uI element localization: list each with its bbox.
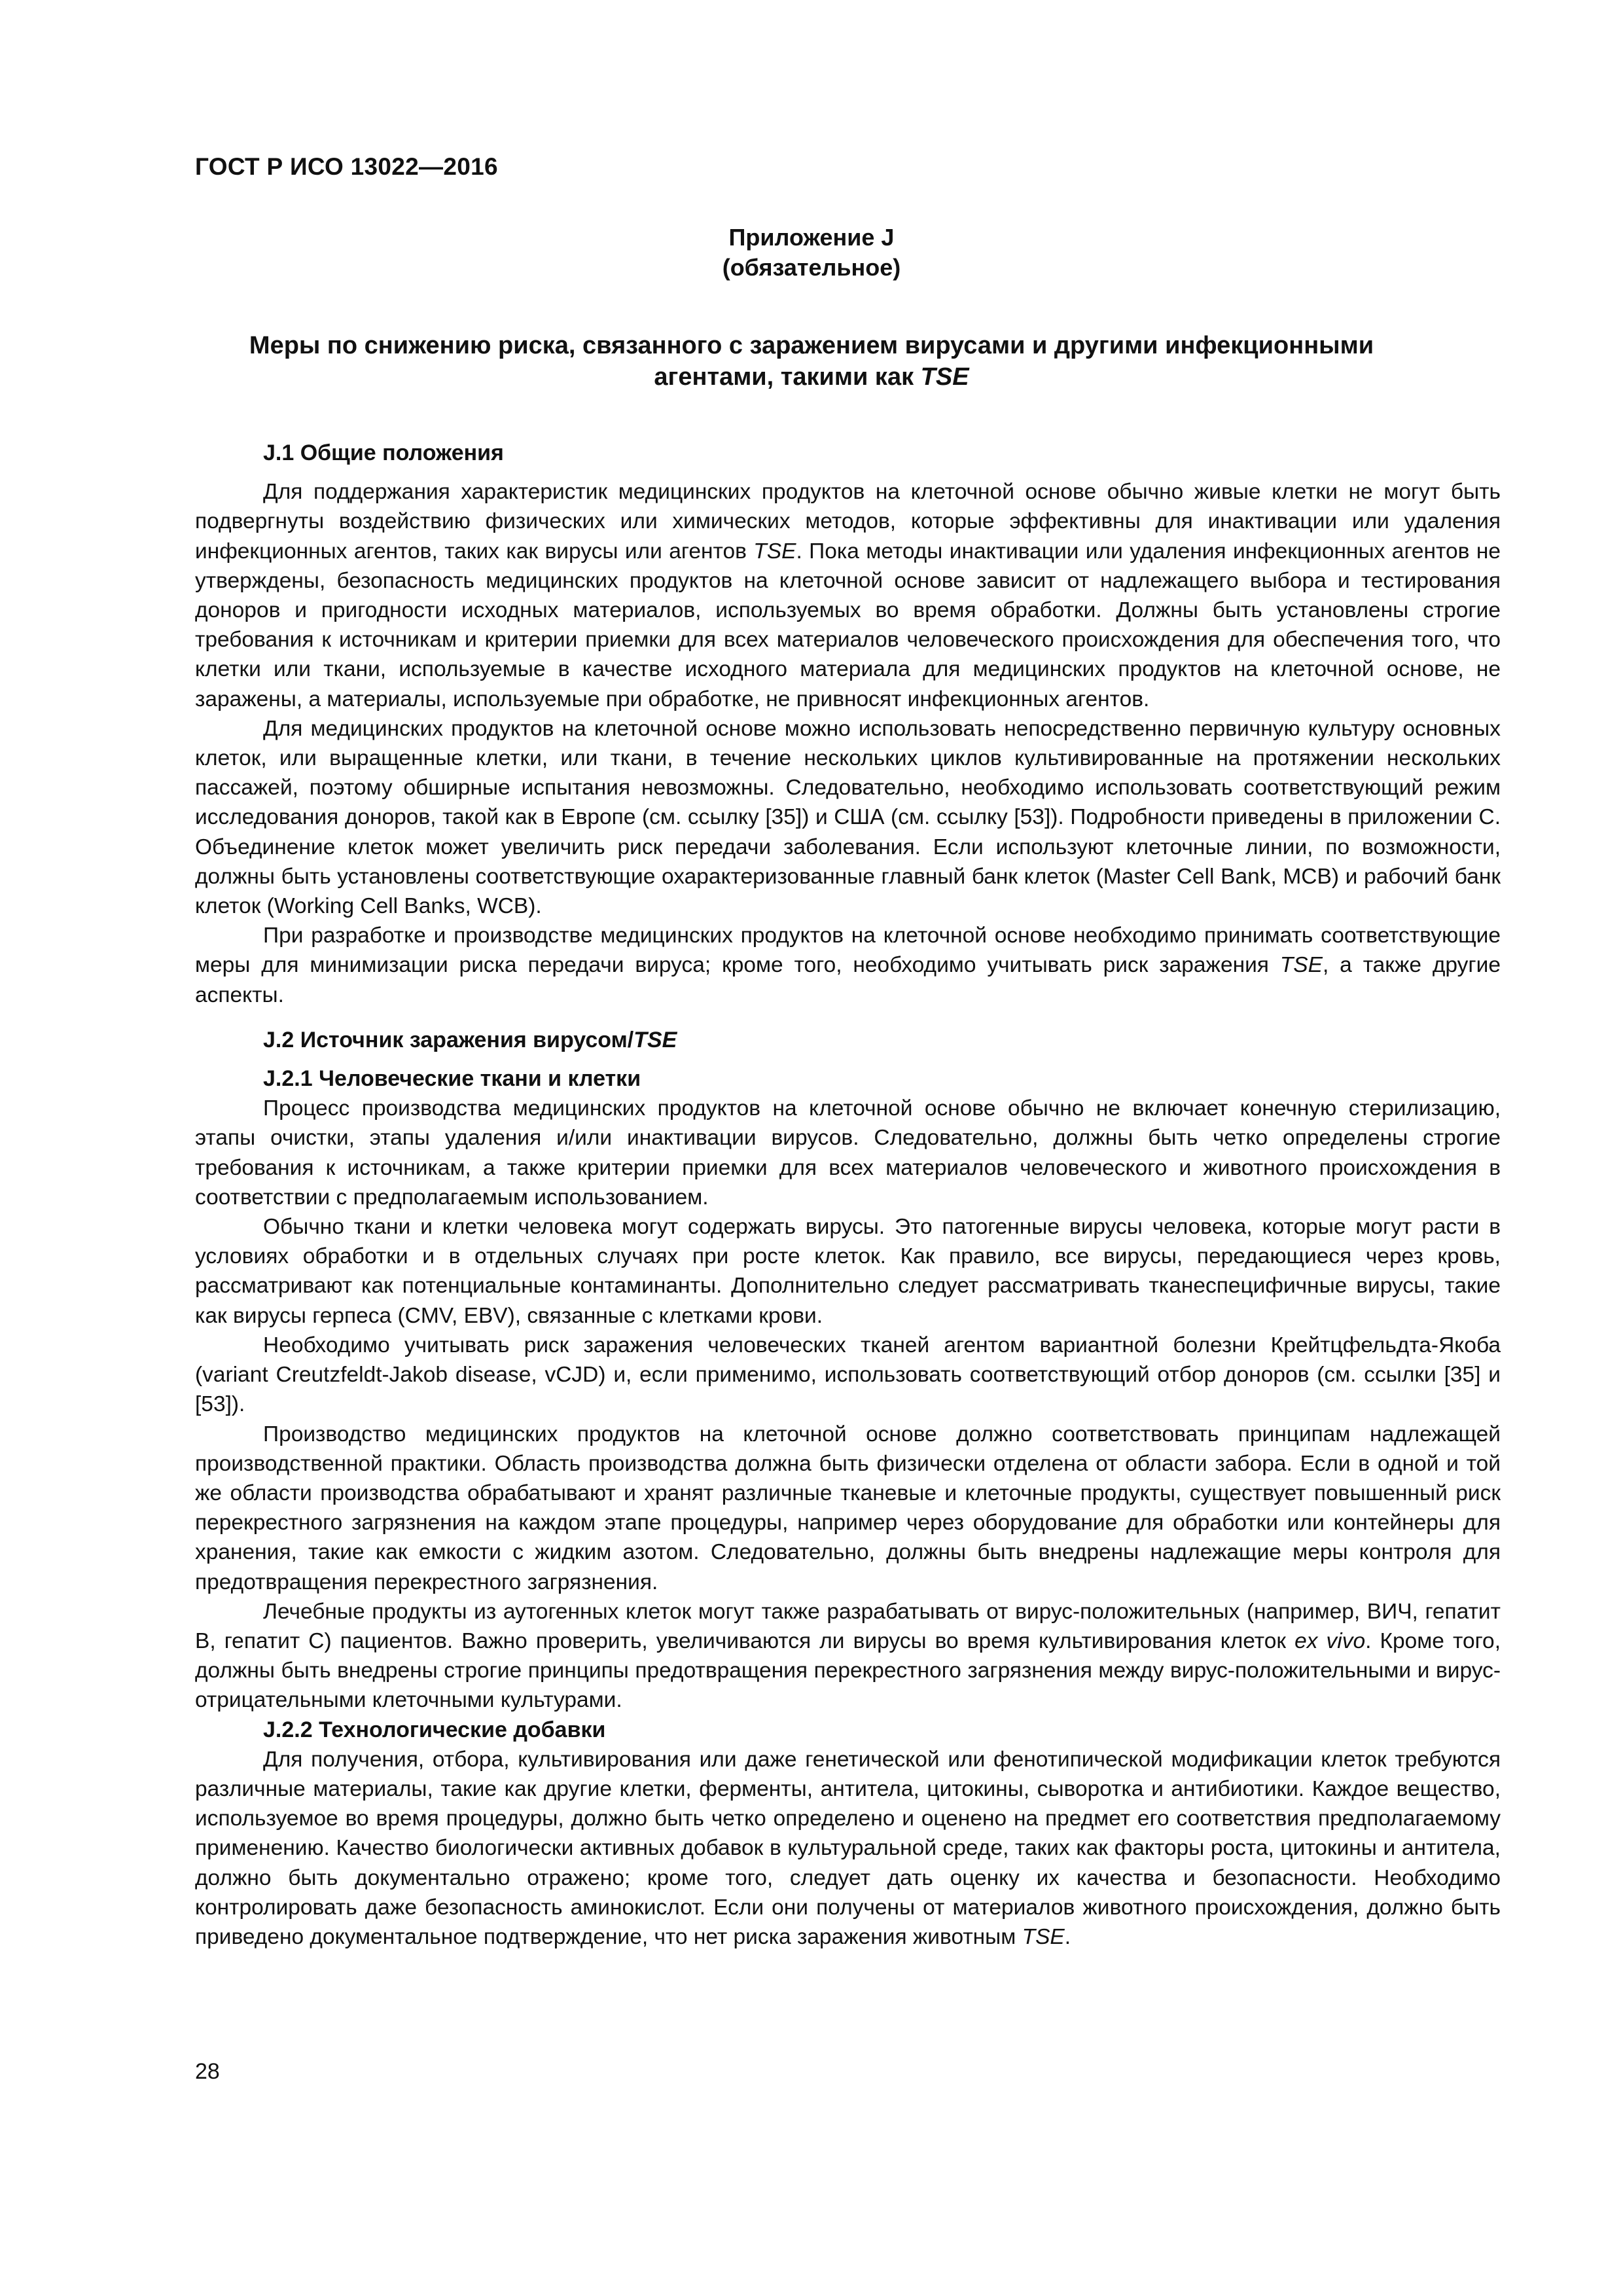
annex-label-block bbox=[0, 223, 1623, 283]
paragraph: Производство медицинских продуктов на клеточной основе должно соответствовать принципам надлежащей производственной практики. Область производства должна быть физически отделена от области забора. Если в одной и той же области производства обрабатывают и хранят различные тканевые и клеточные продукты, существует повышенный риск перекрестного загрязнения на каждом этапе процедуры, например через оборудование для обработки или контейнеры для хранения, такие как емкости с жидким азотом. Следовательно, должны быть внедрены надлежащие меры контроля для предотвращения перекрестного загрязнения. bbox=[195, 1422, 1501, 1594]
paragraph bbox=[195, 1745, 1501, 1952]
page-number: 28 bbox=[195, 2059, 220, 2084]
text-italic: ex vivo bbox=[1294, 1628, 1366, 1653]
annex-title-line2 bbox=[223, 361, 1400, 393]
paragraph bbox=[195, 477, 1501, 714]
annex-title-tse: TSE bbox=[920, 363, 969, 391]
text-italic: TSE bbox=[1279, 953, 1323, 978]
paragraph: Обычно ткани и клетки человека могут содержать вирусы. Это патогенные вирусы человека, которые могут расти в условиях обработки и в отдельных случаях при росте клеток. Как правило, все вирусы, передающиеся через кровь, рассматривают как потенциальные контаминанты. Дополнительно следует рассматривать тканеспецифичные вирусы, такие как вирусы герпеса (CMV, EBV), связанные с клетками крови. bbox=[195, 1215, 1501, 1328]
text: . bbox=[1064, 1924, 1071, 1949]
subsection-heading-j22: J.2.2 Технологические добавки bbox=[263, 1717, 606, 1742]
heading-text: J.2 Источник заражения вирусом/ bbox=[263, 1027, 634, 1052]
section-heading-j2 bbox=[195, 1026, 1501, 1055]
text: Для поддержания характеристик медицинских продуктов на клеточной основе обычно живые клетки не могут быть подвергнуты воздействию физических или химических методов, которые эффективны для инактивации или удаления инфекционных агентов, таких как вирусы или агентов bbox=[195, 480, 1501, 564]
section-heading-j1: J.1 Общие положения bbox=[263, 440, 504, 465]
annex-title-text: агентами, такими как bbox=[654, 363, 921, 391]
paragraph bbox=[195, 1597, 1501, 1715]
annex-title-line1: Меры по снижению риска, связанного с заражением вирусами и другими инфекционными bbox=[249, 332, 1374, 359]
annex-title bbox=[223, 330, 1400, 393]
text: Лечебные продукты из аутогенных клеток могут также разрабатывать от вирус-положительных (например, ВИЧ, гепатит В, гепатит С) пациентов. Важно проверить, увеличиваются ли вирусы во время культивирования клеток bbox=[195, 1599, 1501, 1653]
text-italic: TSE bbox=[1022, 1924, 1065, 1949]
text: Для получения, отбора, культивирования или даже генетической или фенотипической модификации клеток требуются различные материалы, такие как другие клетки, ферменты, антитела, цитокины, сыворотка и антибиотики. Каждое вещество, используемое во время процедуры, должно быть четко определено и оценено на предмет его соответствия предполагаемому применению. Качество биологически активных добавок в культуральной среде, таких как факторы роста, цитокины и антитела, должно быть документально отражено; кроме того, следует дать оценку их качества и безопасности. Необходимо контролировать даже безопасность аминокислот. Если они получены от материалов животного происхождения, должно быть приведено документальное подтверждение, что нет риска заражения животным bbox=[195, 1747, 1501, 1949]
paragraph: Необходимо учитывать риск заражения человеческих тканей агентом вариантной болезни Крейтцфельдта-Якоба (variant Creutzfeldt-Jakob disease, vCJD) и, если применимо, использовать соответствующий отбор доноров (см. ссылки [35] и [53]). bbox=[195, 1333, 1501, 1417]
document-body bbox=[195, 439, 1501, 1952]
annex-status: (обязательное) bbox=[722, 254, 901, 281]
heading-text-italic: TSE bbox=[633, 1027, 677, 1052]
annex-label: Приложение J bbox=[728, 224, 895, 251]
document-header: ГОСТ Р ИСО 13022—2016 bbox=[195, 153, 498, 180]
text: , а также другие аспекты. bbox=[195, 953, 1501, 1007]
paragraph bbox=[195, 921, 1501, 1010]
text-italic: TSE bbox=[753, 539, 796, 564]
text: При разработке и производстве медицинских продуктов на клеточной основе необходимо принимать соответствующие меры для минимизации риска передачи вируса; кроме того, необходимо учитывать риск заражения bbox=[195, 924, 1501, 978]
paragraph: Для медицинских продуктов на клеточной основе можно использовать непосредственно первичную культуру основных клеток, или выращенные клетки, или ткани, в течение нескольких циклов культивированные на протяжении нескольких пассажей, поэтому обширные испытания невозможны. Следовательно, необходимо использовать соответствующий режим исследования доноров, такой как в Европе (см. ссылку [35]) и США (см. ссылку [53]). Подробности приведены в приложении С. Объединение клеток может увеличить риск передачи заболевания. Если используют клеточные линии, по возможности, должны быть установлены соответствующие охарактеризованные главный банк клеток (Master Cell Bank, MCB) и рабочий банк клеток (Working Cell Banks, WCB). bbox=[195, 716, 1501, 919]
text: . Пока методы инактивации или удаления инфекционных агентов не утверждены, безопасность медицинских продуктов на клеточной основе зависит от надлежащего выбора и тестирования доноров и пригодности исходных материалов, используемых во время обработки. Должны быть установлены строгие требования к источникам и критерии приемки для всех материалов человеческого происхождения для обеспечения того, что клетки или ткани, используемые в качестве исходного материала для медицинских продуктов на клеточной основе, не заражены, а материалы, используемые при обработке, не привносят инфекционных агентов. bbox=[195, 539, 1501, 711]
paragraph: Процесс производства медицинских продуктов на клеточной основе обычно не включает конечную стерилизацию, этапы очистки, этапы удаления и/или инактивации вирусов. Следовательно, должны быть четко определены строгие требования к источникам, а также критерии приемки для всех материалов человеческого и животного происхождения в соответствии с предполагаемым использованием. bbox=[195, 1096, 1501, 1210]
text: . Кроме того, должны быть внедрены строгие принципы предотвращения перекрестного загрязнения между вирус-положительными и вирус-отрицательными клеточными культурами. bbox=[195, 1628, 1501, 1713]
subsection-heading-j21: J.2.1 Человеческие ткани и клетки bbox=[263, 1066, 641, 1092]
